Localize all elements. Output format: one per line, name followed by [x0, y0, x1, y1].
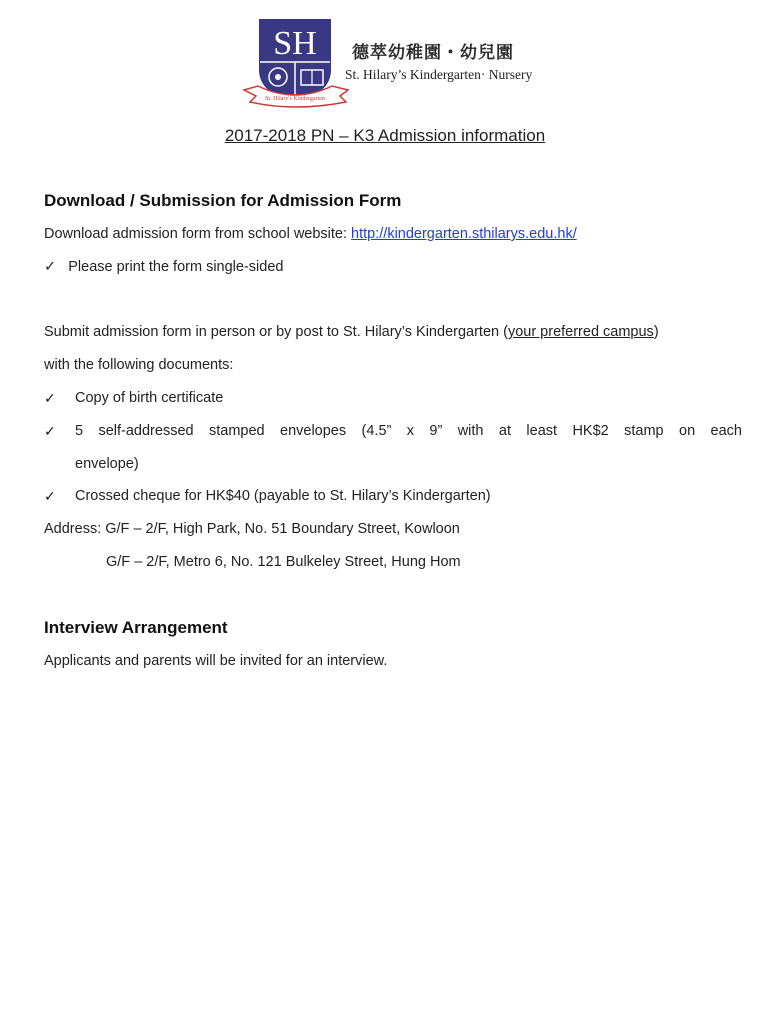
school-crest-icon — [238, 12, 358, 114]
checkmark-icon: ✓ — [44, 390, 56, 406]
download-intro-text: Download admission form from school website: — [44, 226, 352, 242]
download-intro-line — [44, 226, 577, 242]
preferred-campus-text: your preferred campus — [507, 324, 654, 340]
page-title: 2017-2018 PN – K3 Admission information — [224, 126, 546, 145]
interview-section-heading: Interview Arrangement — [44, 618, 228, 637]
school-logo — [238, 12, 558, 114]
checkmark-icon: ✓ — [44, 423, 56, 439]
checkmark-icon: ✓ — [44, 488, 56, 504]
checkmark-icon: ✓ — [44, 259, 57, 275]
logo-initials: SH — [273, 25, 317, 62]
print-note-line — [44, 259, 283, 275]
interview-text: Applicants and parents will be invited for an interview. — [44, 653, 388, 669]
school-name-chinese: 德萃幼稚園・幼兒園 — [352, 43, 514, 63]
submission-line-2: with the following documents: — [44, 357, 234, 373]
school-name-english: St. Hilary’s Kindergarten· Nursery — [345, 67, 533, 82]
submission-line-1 — [44, 324, 659, 340]
document-item-envelopes-cont: envelope) — [75, 456, 139, 472]
document-item-birth-certificate: Copy of birth certificate — [75, 390, 224, 406]
ribbon-text: St. Hilary's Kindergarten — [265, 96, 325, 102]
submission-text-1-end: ) — [653, 324, 659, 340]
submission-text-1: Submit admission form in person or by post to St. Hilary’s Kindergarten ( — [44, 324, 508, 340]
document-item-envelopes: 5 self-addressed stamped envelopes (4.5” x 9” with at least HK$2 stamp on each — [75, 423, 742, 439]
address-line-1: Address: G/F – 2/F, High Park, No. 51 Boundary Street, Kowloon — [44, 521, 460, 537]
document-item-cheque: Crossed cheque for HK$40 (payable to St. Hilary’s Kindergarten) — [75, 488, 491, 504]
print-note-text: Please print the form single-sided — [68, 259, 284, 275]
school-website-link[interactable]: http://kindergarten.sthilarys.edu.hk/ — [351, 226, 577, 242]
download-section-heading: Download / Submission for Admission Form — [44, 191, 402, 210]
address-line-2: G/F – 2/F, Metro 6, No. 121 Bulkeley Street, Hung Hom — [106, 554, 461, 570]
